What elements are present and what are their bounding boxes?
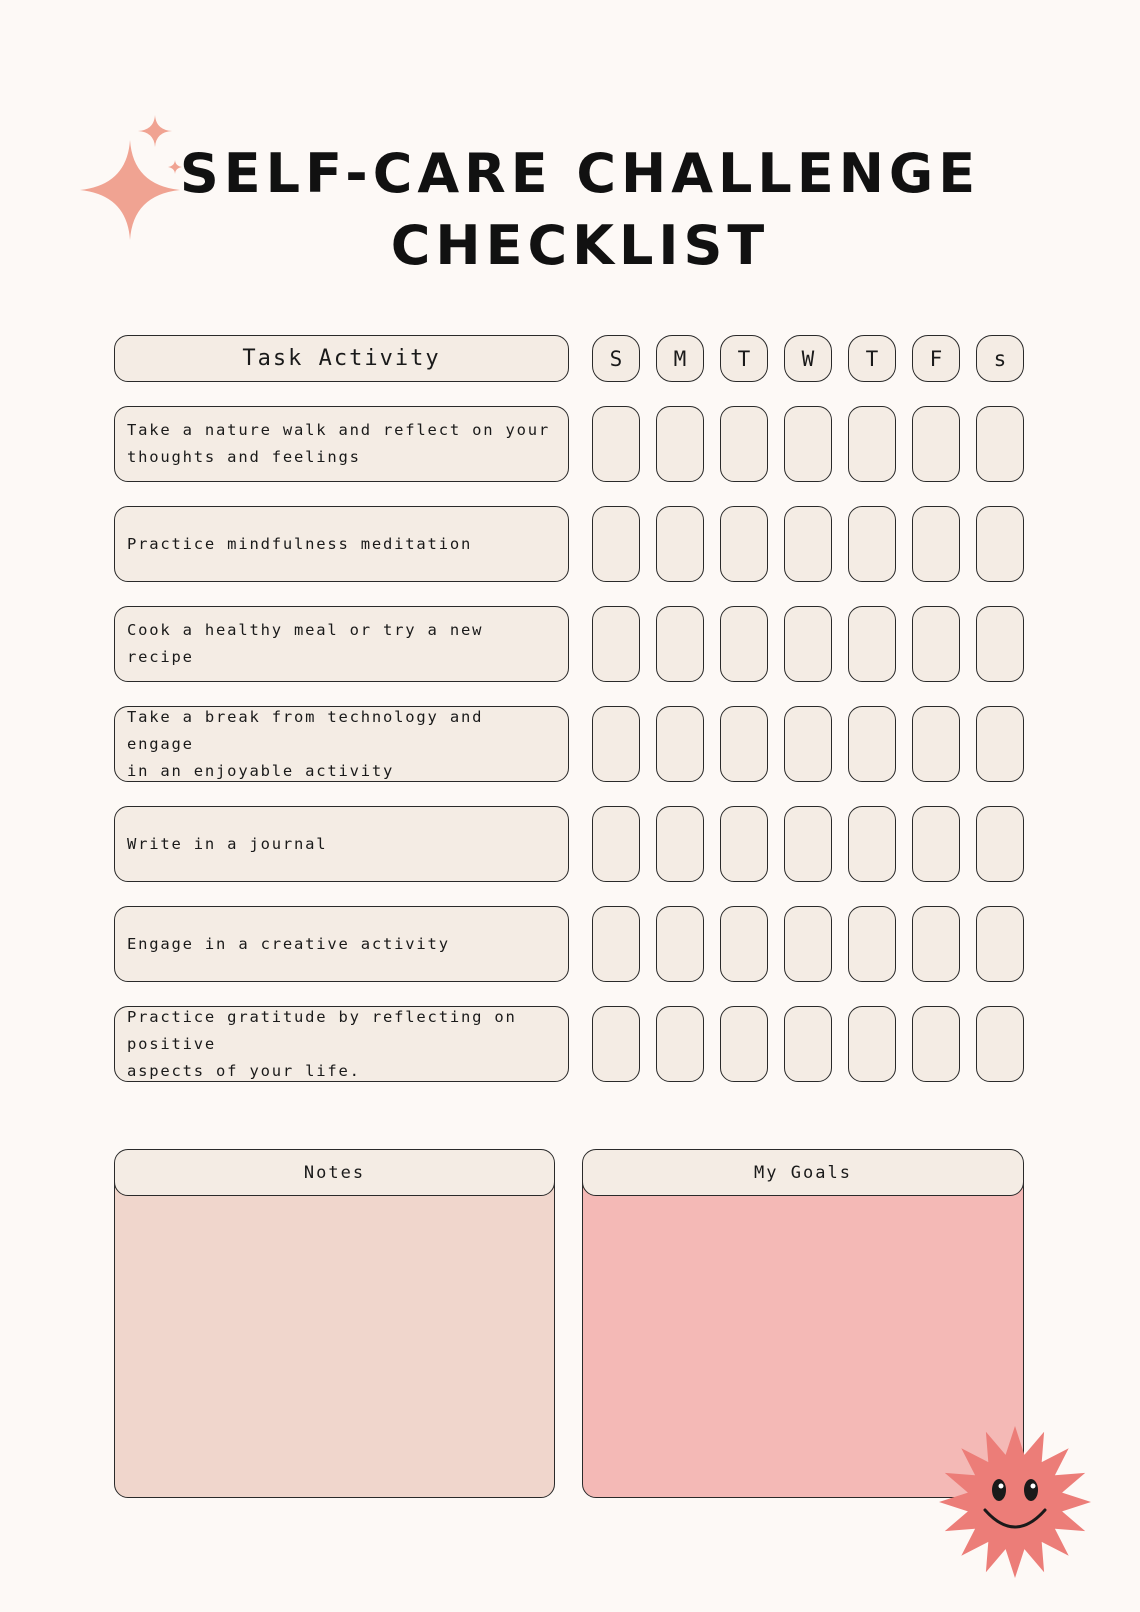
checkbox-cell[interactable] — [656, 1006, 704, 1082]
checkbox-cell[interactable] — [592, 606, 640, 682]
task-text-line: Cook a healthy meal or try a new recipe — [127, 621, 484, 666]
checkbox-cell[interactable] — [592, 406, 640, 482]
day-header: T — [720, 335, 768, 382]
checkbox-cell[interactable] — [656, 706, 704, 782]
day-header: M — [656, 335, 704, 382]
checkbox-cell[interactable] — [976, 1006, 1024, 1082]
my-goals-header: My Goals — [582, 1149, 1024, 1196]
task-row-label — [114, 906, 569, 982]
checkbox-cell[interactable] — [656, 506, 704, 582]
checkbox-cell[interactable] — [976, 906, 1024, 982]
checkbox-cell[interactable] — [912, 406, 960, 482]
checkbox-cell[interactable] — [976, 806, 1024, 882]
checkbox-cell[interactable] — [720, 706, 768, 782]
checkbox-cell[interactable] — [592, 706, 640, 782]
day-header: F — [912, 335, 960, 382]
page-title — [160, 138, 1000, 282]
checkbox-cell[interactable] — [784, 706, 832, 782]
checkbox-cell[interactable] — [592, 906, 640, 982]
checkbox-cell[interactable] — [912, 906, 960, 982]
checkbox-cell[interactable] — [848, 606, 896, 682]
task-row-label — [114, 606, 569, 682]
checkbox-cell[interactable] — [784, 406, 832, 482]
checkbox-cell[interactable] — [784, 606, 832, 682]
checkbox-cell[interactable] — [656, 906, 704, 982]
checkbox-cell[interactable] — [592, 806, 640, 882]
task-text-line: Write in a journal — [127, 834, 328, 853]
checkbox-cell[interactable] — [720, 906, 768, 982]
task-text-line: Take a break from technology and engage — [127, 707, 484, 753]
task-activity-header: Task Activity — [114, 335, 569, 382]
day-header: S — [592, 335, 640, 382]
checkbox-cell[interactable] — [720, 606, 768, 682]
task-text-line: Practice mindfulness meditation — [127, 534, 473, 553]
day-header: s — [976, 335, 1024, 382]
checkbox-cell[interactable] — [720, 806, 768, 882]
flower-petals — [939, 1426, 1091, 1578]
task-text-line: aspects of your life. — [127, 1061, 361, 1080]
checkbox-cell[interactable] — [720, 406, 768, 482]
notes-header: Notes — [114, 1149, 555, 1196]
checkbox-cell[interactable] — [848, 1006, 896, 1082]
checkbox-cell[interactable] — [784, 806, 832, 882]
checkbox-cell[interactable] — [912, 606, 960, 682]
checkbox-cell[interactable] — [848, 706, 896, 782]
checkbox-cell[interactable] — [976, 406, 1024, 482]
title-line-2: CHECKLIST — [390, 214, 770, 277]
checkbox-cell[interactable] — [592, 506, 640, 582]
day-header: T — [848, 335, 896, 382]
task-row-label — [114, 706, 569, 782]
checkbox-cell[interactable] — [848, 906, 896, 982]
day-header: W — [784, 335, 832, 382]
checkbox-cell[interactable] — [720, 506, 768, 582]
flower-eye — [1024, 1479, 1038, 1501]
checkbox-cell[interactable] — [912, 806, 960, 882]
checkbox-cell[interactable] — [912, 506, 960, 582]
task-row-label — [114, 1006, 569, 1082]
checkbox-cell[interactable] — [656, 806, 704, 882]
checkbox-cell[interactable] — [784, 1006, 832, 1082]
notes-area[interactable] — [114, 1180, 555, 1498]
checkbox-cell[interactable] — [912, 1006, 960, 1082]
task-text-line: thoughts and feelings — [127, 448, 361, 466]
task-text-line: Engage in a creative activity — [127, 934, 450, 953]
task-text-line: Take a nature walk and reflect on your — [127, 421, 551, 439]
checkbox-cell[interactable] — [912, 706, 960, 782]
checkbox-cell[interactable] — [848, 506, 896, 582]
title-line-1: SELF-CARE CHALLENGE — [179, 142, 981, 205]
checkbox-cell[interactable] — [784, 506, 832, 582]
checkbox-cell[interactable] — [848, 806, 896, 882]
checkbox-cell[interactable] — [656, 406, 704, 482]
checkbox-cell[interactable] — [592, 1006, 640, 1082]
checkbox-cell[interactable] — [720, 1006, 768, 1082]
checkbox-cell[interactable] — [976, 706, 1024, 782]
flower-eye — [992, 1479, 1006, 1501]
checkbox-cell[interactable] — [976, 606, 1024, 682]
task-text-line: Practice gratitude by reflecting on positive — [127, 1007, 517, 1053]
task-row-label — [114, 406, 569, 482]
task-text-line: in an enjoyable activity — [127, 761, 395, 780]
checkbox-cell[interactable] — [656, 606, 704, 682]
smiley-flower-icon — [935, 1422, 1095, 1582]
task-row-label — [114, 806, 569, 882]
checkbox-cell[interactable] — [784, 906, 832, 982]
task-row-label — [114, 506, 569, 582]
checkbox-cell[interactable] — [848, 406, 896, 482]
checkbox-cell[interactable] — [976, 506, 1024, 582]
